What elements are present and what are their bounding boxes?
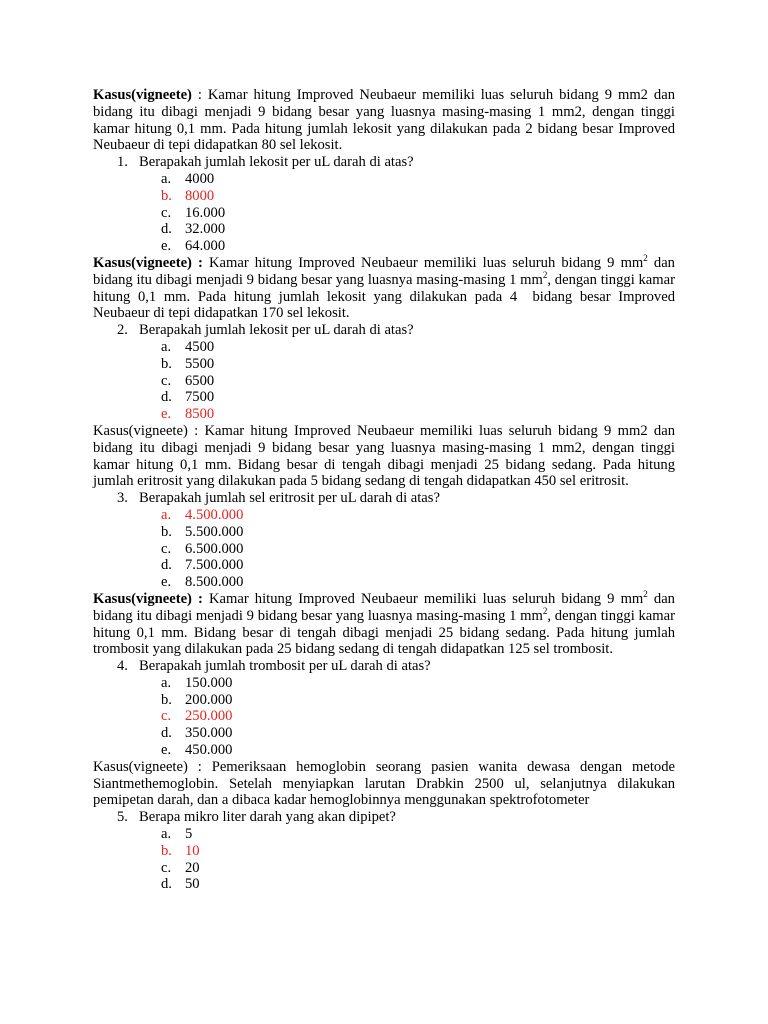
option-text: 10 (185, 842, 200, 859)
option-text: 250.000 (185, 708, 233, 725)
case-label: Kasus(vigneete) (93, 87, 192, 103)
answer-option (93, 742, 675, 759)
answer-option (93, 541, 675, 558)
question-text: Berapakah jumlah lekosit per uL darah di atas? (139, 322, 414, 339)
option-text: 6500 (185, 372, 215, 389)
question (93, 490, 675, 507)
question-text: Berapakah jumlah lekosit per uL darah di atas? (139, 154, 414, 171)
answer-option (93, 221, 675, 238)
answer-option (93, 171, 675, 188)
option-text: 5 (185, 826, 193, 843)
answer-option (93, 574, 675, 591)
option-letter: a. (161, 826, 172, 843)
question-text: Berapa mikro liter darah yang akan dipipet? (139, 809, 396, 826)
option-text: 16.000 (185, 204, 226, 221)
option-text: 8000 (185, 187, 215, 204)
option-letter: d. (161, 876, 172, 893)
case-text: : Kamar hitung Improved Neubaeur memiliki luas seluruh bidang 9 mm2 dan bidang itu dibagi menjadi 9 bidang besar yang luasnya masing-masing 1 mm2, dengan tinggi kamar hitung 0,1 mm. Pada hitung jumlah lekosit yang dilakukan pada 2 bidang besar Improved Neubaeur di tepi didapatkan 80 sel lekosit. (93, 87, 675, 154)
case-paragraph (93, 759, 675, 809)
option-letter: a. (161, 338, 172, 355)
answer-option (93, 238, 675, 255)
question-number: 2. (117, 322, 128, 339)
option-letter: c. (161, 859, 172, 876)
question-number: 4. (117, 658, 128, 675)
question-text: Berapakah jumlah trombosit per uL darah di atas? (139, 658, 431, 675)
question-number: 3. (117, 490, 128, 507)
option-text: 150.000 (185, 674, 233, 691)
case-text: Kamar hitung Improved Neubaeur memiliki luas seluruh bidang 9 $mm^2$ dan bidang itu dibagi menjadi 9 bidang besar yang luasnya masing-masing 1 $mm^2$, dengan tinggi kamar hitung 0,1 mm. Pada hitung jumlah lekosit yang dilakukan pada 4 bidang besar Improved Neubaeur di tepi didapatkan 170 sel lekosit. (93, 253, 675, 322)
answer-option (93, 692, 675, 709)
option-letter: b. (161, 355, 172, 372)
option-letter: c. (161, 708, 172, 725)
option-letter: c. (161, 540, 172, 557)
question (93, 658, 675, 675)
question-number: 5. (117, 809, 128, 826)
option-text: 6.500.000 (185, 540, 244, 557)
option-text: 7.500.000 (185, 557, 244, 574)
answer-option (93, 557, 675, 574)
question-text: Berapakah jumlah sel eritrosit per uL darah di atas? (139, 490, 440, 507)
option-letter: e. (161, 238, 172, 255)
question (93, 322, 675, 339)
answer-option-correct (93, 843, 675, 860)
option-text: 7500 (185, 389, 215, 406)
option-letter: d. (161, 221, 172, 238)
question (93, 809, 675, 826)
option-letter: e. (161, 406, 172, 423)
case-text: Kamar hitung Improved Neubaeur memiliki luas seluruh bidang 9 $mm^2$ dan bidang itu dibagi menjadi 9 bidang besar yang luasnya masing-masing 1 $mm^2$, dengan tinggi kamar hitung 0,1 mm. Bidang besar di tengah dibagi menjadi 25 bidang sedang. Pada hitung jumlah trombosit yang dilakukan pada 25 bidang sedang di tengah didapatkan 125 sel trombosit. (93, 589, 675, 658)
option-text: 8.500.000 (185, 574, 244, 591)
option-text: 350.000 (185, 725, 233, 742)
option-letter: a. (161, 506, 172, 523)
question (93, 154, 675, 171)
case-label: Kasus(vigneete) (93, 422, 188, 439)
option-text: 64.000 (185, 238, 226, 255)
option-letter: b. (161, 691, 172, 708)
option-letter: e. (161, 742, 172, 759)
option-letter: c. (161, 372, 172, 389)
option-letter: d. (161, 557, 172, 574)
option-letter: e. (161, 574, 172, 591)
option-letter: d. (161, 725, 172, 742)
answer-option (93, 389, 675, 406)
answer-option (93, 675, 675, 692)
case-label: Kasus(vigneete) : (93, 254, 203, 271)
option-text: 4000 (185, 170, 215, 187)
answer-option (93, 524, 675, 541)
answer-option (93, 373, 675, 390)
case-label: Kasus(vigneete) : (93, 590, 203, 607)
option-text: 5500 (185, 355, 215, 372)
option-text: 8500 (185, 406, 215, 423)
option-letter: b. (161, 187, 172, 204)
option-text: 5.500.000 (185, 523, 244, 540)
option-text: 450.000 (185, 742, 233, 759)
answer-option (93, 205, 675, 222)
answer-option (93, 860, 675, 877)
answer-option (93, 826, 675, 843)
answer-option-correct (93, 507, 675, 524)
case-label: Kasus(vigneete) (93, 758, 188, 775)
case-paragraph (93, 591, 675, 658)
option-text: 200.000 (185, 691, 233, 708)
case-paragraph (93, 87, 675, 154)
option-text: 50 (185, 876, 200, 893)
option-text: 4500 (185, 338, 215, 355)
answer-option (93, 876, 675, 893)
option-letter: c. (161, 204, 172, 221)
option-letter: a. (161, 674, 172, 691)
case-paragraph (93, 255, 675, 322)
question-number: 1. (117, 154, 128, 171)
answer-option (93, 725, 675, 742)
option-text: 4.500.000 (185, 506, 244, 523)
option-text: 32.000 (185, 221, 226, 238)
answer-option-correct (93, 708, 675, 725)
answer-option-correct (93, 188, 675, 205)
answer-option-correct (93, 406, 675, 423)
case-text: : Kamar hitung Improved Neubaeur memiliki luas seluruh bidang 9 mm2 dan bidang itu dibagi menjadi 9 bidang besar yang luasnya masing-masing 1 mm2, dengan tinggi kamar hitung 0,1 mm. Bidang besar di tengah dibagi menjadi 25 bidang sedang. Pada hitung jumlah eritrosit yang dilakukan pada 5 bidang sedang di tengah didapatkan 450 sel eritrosit. (93, 422, 675, 490)
option-letter: d. (161, 389, 172, 406)
case-text: : Pemeriksaan hemoglobin seorang pasien wanita dewasa dengan metode Siantmethemoglobin. Setelah menyiapkan larutan Drabkin 2500 ul, selanjutnya dilakukan pemipetan darah, dan a dibaca kadar hemoglobinnya menggunakan spektrofotometer (93, 758, 675, 809)
answer-option (93, 339, 675, 356)
answer-option (93, 356, 675, 373)
option-text: 20 (185, 859, 200, 876)
case-paragraph (93, 423, 675, 490)
option-letter: b. (161, 523, 172, 540)
option-letter: b. (161, 842, 172, 859)
option-letter: a. (161, 170, 172, 187)
